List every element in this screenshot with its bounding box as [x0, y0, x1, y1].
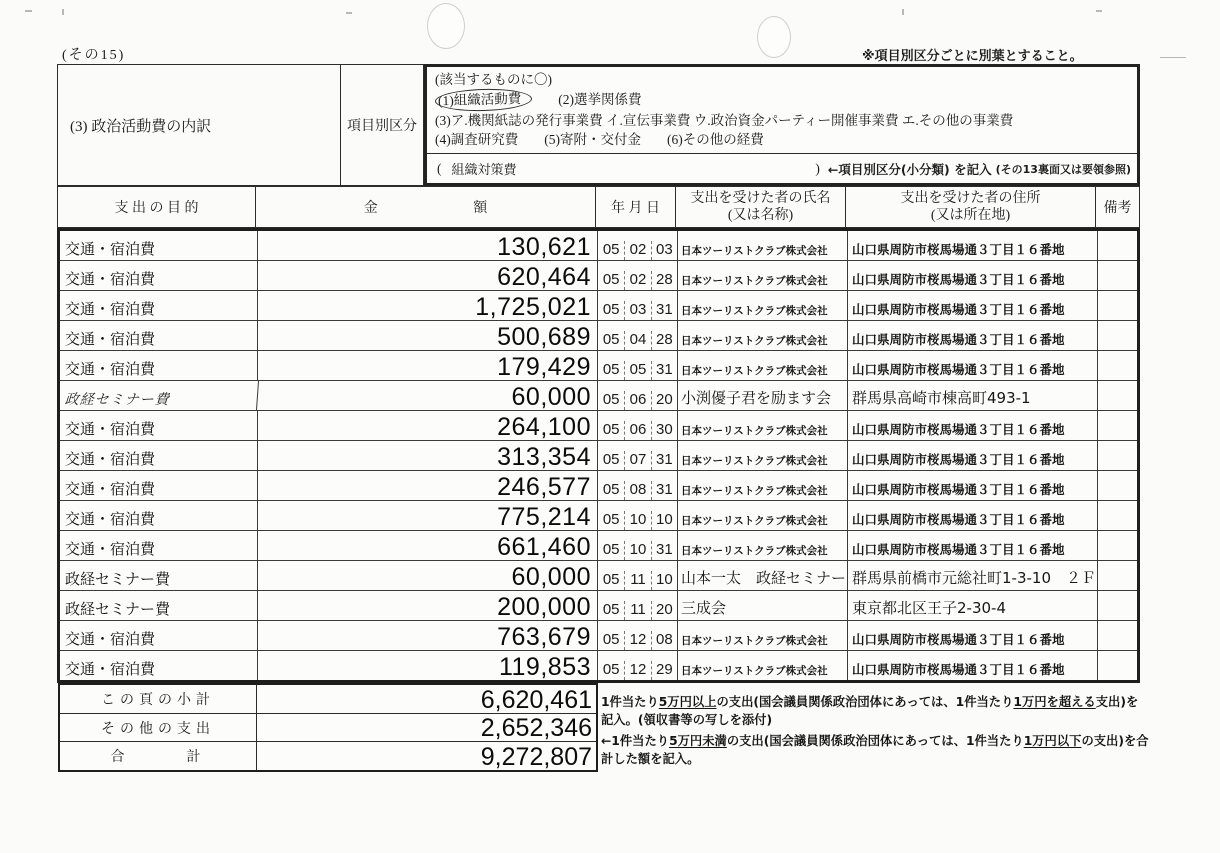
header-amount-right: 額: [473, 201, 488, 216]
date-month: 06: [624, 391, 650, 410]
address-cell: 山口県周防市桜馬場通３丁目１６番地: [848, 501, 1098, 530]
date-year: 05: [602, 631, 620, 648]
address-cell: 山口県周防市桜馬場通３丁目１６番地: [848, 291, 1098, 320]
category-instruction: (該当するものに〇): [435, 72, 552, 87]
payee-cell: 日本ツーリストクラブ株式会社: [678, 501, 848, 530]
category-options: [427, 67, 1137, 153]
expense-row: [60, 441, 1137, 471]
remarks-cell: [1098, 321, 1137, 350]
header-remarks: 備考: [1103, 201, 1132, 216]
date-year: 05: [602, 571, 620, 588]
date-month: 11: [624, 571, 650, 590]
scan-artifact: [902, 9, 904, 15]
date-month: 10: [624, 541, 650, 560]
date-year: 05: [602, 361, 620, 378]
date-month: 04: [624, 331, 650, 350]
header-purpose: 支 出 の 目 的: [58, 187, 256, 227]
header-payee-line2: (又は名称): [727, 208, 794, 223]
date-cell: [598, 291, 678, 320]
expense-row: [60, 411, 1137, 441]
scan-artifact: [1096, 10, 1102, 12]
purpose-cell: 交通・宿泊費: [60, 261, 258, 290]
amount-cell: 763,679: [258, 621, 598, 650]
date-day: 20: [651, 391, 677, 410]
summary-label: この頁の小計: [60, 685, 257, 713]
summary-label: 合 計: [60, 742, 257, 770]
summary-row: [60, 742, 596, 770]
amount-cell: 620,464: [258, 261, 598, 290]
date-cell: [598, 411, 678, 440]
scan-artifact: [1160, 57, 1186, 58]
amount-cell: 60,000: [258, 561, 598, 590]
payee-cell: 日本ツーリストクラブ株式会社: [678, 321, 848, 350]
expense-row: [60, 651, 1137, 680]
expense-row: [60, 561, 1137, 591]
purpose-cell: 政経セミナー費: [59, 381, 259, 410]
header-amount-left: 金: [363, 201, 378, 216]
subcategory-value: 組織対策費: [451, 163, 517, 178]
sheet-number-label: (その15): [62, 48, 126, 63]
remarks-cell: [1098, 351, 1137, 380]
date-day: 20: [651, 601, 677, 620]
category-option-2: (2)選挙関係費: [558, 92, 642, 108]
footnote: [601, 693, 1149, 771]
date-year: 05: [602, 601, 620, 618]
amount-cell: 661,460: [258, 531, 598, 560]
remarks-cell: [1098, 291, 1137, 320]
remarks-cell: [1098, 231, 1137, 260]
payee-cell: 日本ツーリストクラブ株式会社: [678, 291, 848, 320]
date-day: 28: [651, 271, 677, 290]
category-option-4: (4)調査研究費: [435, 132, 519, 148]
top-instruction-note: ※項目別区分ごとに別葉とすること。: [862, 49, 1083, 64]
payee-cell: 日本ツーリストクラブ株式会社: [678, 351, 848, 380]
header-amount: [256, 187, 596, 227]
subcategory-paren-open: (: [437, 160, 442, 176]
address-cell: 山口県周防市桜馬場通３丁目１６番地: [848, 621, 1098, 650]
date-day: 31: [651, 541, 677, 560]
expense-row: [60, 291, 1137, 321]
date-month: 12: [624, 661, 650, 680]
subcategory-note: ←項目別区分(小分類) を記入: [827, 161, 992, 177]
address-cell: 山口県周防市桜馬場通３丁目１６番地: [848, 411, 1098, 440]
date-cell: [598, 621, 678, 650]
expense-row: [60, 591, 1137, 621]
amount-cell: 264,100: [258, 411, 598, 440]
date-month: 07: [624, 451, 650, 470]
header-payee-line1: 支出を受けた者の氏名: [690, 190, 831, 206]
payee-cell: 日本ツーリストクラブ株式会社: [678, 651, 848, 680]
purpose-cell: 交通・宿泊費: [60, 231, 258, 260]
purpose-cell: 政経セミナー費: [60, 591, 258, 620]
date-day: 10: [651, 571, 677, 590]
scan-artifact: [346, 12, 352, 14]
remarks-cell: [1098, 531, 1137, 560]
summary-row: [60, 685, 596, 714]
purpose-cell: 交通・宿泊費: [60, 291, 258, 320]
date-day: 29: [651, 661, 677, 680]
address-cell: 山口県周防市桜馬場通３丁目１６番地: [848, 261, 1098, 290]
address-cell: 山口県周防市桜馬場通３丁目１６番地: [848, 531, 1098, 560]
amount-cell: 179,429: [258, 351, 598, 380]
purpose-cell: 交通・宿泊費: [60, 321, 258, 350]
amount-cell: 200,000: [258, 591, 598, 620]
category-option-1: (1)組織活動費: [437, 91, 522, 109]
category-option-box: [424, 64, 1140, 186]
address-cell: 山口県周防市桜馬場通３丁目１６番地: [848, 231, 1098, 260]
remarks-cell: [1098, 501, 1137, 530]
date-month: 08: [624, 481, 650, 500]
date-cell: [598, 381, 678, 410]
amount-cell: 60,000: [258, 381, 598, 410]
address-cell: 山口県周防市桜馬場通３丁目１６番地: [848, 441, 1098, 470]
date-year: 05: [602, 541, 620, 558]
date-month: 10: [624, 511, 650, 530]
payee-cell: 三成会: [678, 591, 848, 620]
header-payee: [676, 187, 846, 227]
date-cell: [598, 561, 678, 590]
address-cell: 東京都北区王子2-30-4: [848, 591, 1098, 620]
summary-box: [58, 683, 598, 772]
remarks-cell: [1098, 591, 1137, 620]
purpose-cell: 交通・宿泊費: [60, 621, 258, 650]
header-block: [57, 64, 1140, 186]
punch-hole: [427, 3, 465, 49]
amount-cell: 313,354: [258, 441, 598, 470]
payee-cell: 日本ツーリストクラブ株式会社: [678, 531, 848, 560]
subcategory-paren-close: ): [815, 160, 820, 176]
payee-cell: 日本ツーリストクラブ株式会社: [678, 231, 848, 260]
date-year: 05: [602, 331, 620, 348]
date-cell: [598, 651, 678, 680]
date-month: 02: [624, 271, 650, 290]
remarks-cell: [1098, 261, 1137, 290]
address-cell: 群馬県前橋市元総社町1-3-10 ２Ｆ: [848, 561, 1098, 590]
expense-row: [60, 621, 1137, 651]
scan-artifact: [62, 9, 64, 15]
amount-cell: 1,725,021: [258, 291, 598, 320]
expense-row: [60, 471, 1137, 501]
footnote-line2: ←1件当たり5万円未満の支出(国会議員関係政治団体にあっては、1件当たり1万円以下の支出)を合計した額を記入。: [601, 733, 1149, 767]
table-header-row: [57, 186, 1140, 228]
purpose-cell: 交通・宿泊費: [60, 651, 258, 680]
purpose-cell: 政経セミナー費: [60, 561, 258, 590]
purpose-cell: 交通・宿泊費: [60, 351, 258, 380]
amount-cell: 500,689: [258, 321, 598, 350]
remarks-cell: [1098, 651, 1137, 680]
date-day: 10: [651, 511, 677, 530]
address-cell: 山口県周防市桜馬場通３丁目１６番地: [848, 651, 1098, 680]
date-month: 11: [624, 601, 650, 620]
amount-cell: 130,621: [258, 231, 598, 260]
header-address: [846, 187, 1096, 227]
remarks-cell: [1098, 441, 1137, 470]
payee-cell: 小渕優子君を励ます会: [678, 381, 848, 410]
date-cell: [598, 231, 678, 260]
remarks-cell: [1098, 411, 1137, 440]
date-cell: [598, 351, 678, 380]
header-address-line1: 支出を受けた者の住所: [900, 190, 1041, 206]
expense-row: [60, 501, 1137, 531]
purpose-cell: 交通・宿泊費: [60, 501, 258, 530]
summary-amount: 9,272,807: [480, 743, 592, 772]
expense-row: [60, 531, 1137, 561]
purpose-cell: 交通・宿泊費: [60, 411, 258, 440]
category-option-6: (6)その他の経費: [667, 132, 764, 148]
payee-cell: 日本ツーリストクラブ株式会社: [678, 441, 848, 470]
date-cell: [598, 441, 678, 470]
address-cell: 群馬県高崎市棟高町493-1: [848, 381, 1098, 410]
date-year: 05: [602, 421, 620, 438]
category-column-label: 項目別区分: [340, 64, 424, 186]
date-year: 05: [602, 661, 620, 678]
summary-row: [60, 714, 596, 743]
footnote-line1: 1件当たり5万円以上の支出(国会議員関係政治団体にあっては、1件当たり1万円を超える支出)を記入。(領収書等の写しを添付): [601, 695, 1139, 728]
payee-cell: 日本ツーリストクラブ株式会社: [678, 411, 848, 440]
remarks-cell: [1098, 621, 1137, 650]
amount-cell: 119,853: [258, 651, 598, 680]
date-cell: [598, 531, 678, 560]
header-address-line2: (又は所在地): [930, 208, 1011, 223]
expense-row: [60, 381, 1137, 411]
purpose-cell: 交通・宿泊費: [60, 441, 258, 470]
category-option-5: (5)寄附・交付金: [544, 132, 641, 148]
category-option-3: (3)ア.機関紙誌の発行事業費 イ.宣伝事業費 ウ.政治資金パーティー開催事業費 エ.その他の事業費: [435, 113, 1014, 129]
date-day: 28: [651, 331, 677, 350]
date-year: 05: [602, 391, 620, 408]
date-day: 31: [651, 301, 677, 320]
expense-table-body: [57, 228, 1140, 683]
payee-cell: 日本ツーリストクラブ株式会社: [678, 471, 848, 500]
expense-row: [60, 231, 1137, 261]
payee-cell: 山本一太 政経セミナー: [678, 561, 848, 590]
amount-cell: 246,577: [258, 471, 598, 500]
date-cell: [598, 591, 678, 620]
date-cell: [598, 471, 678, 500]
date-day: 08: [651, 631, 677, 650]
date-day: 03: [651, 241, 677, 260]
header-date: 年 月 日: [596, 187, 676, 227]
remarks-cell: [1098, 561, 1137, 590]
summary-label: その他の支出: [60, 714, 257, 742]
date-year: 05: [602, 271, 620, 288]
date-day: 31: [651, 481, 677, 500]
scan-artifact: [25, 10, 32, 12]
subcategory-row: [427, 153, 1137, 183]
summary-amount: 6,620,461: [480, 685, 592, 714]
address-cell: 山口県周防市桜馬場通３丁目１６番地: [848, 321, 1098, 350]
summary-amount: 2,652,346: [480, 714, 592, 743]
date-month: 02: [624, 241, 650, 260]
purpose-cell: 交通・宿泊費: [60, 531, 258, 560]
date-month: 06: [624, 421, 650, 440]
amount-cell: 775,214: [258, 501, 598, 530]
date-year: 05: [602, 301, 620, 318]
payee-cell: 日本ツーリストクラブ株式会社: [678, 261, 848, 290]
purpose-cell: 交通・宿泊費: [60, 471, 258, 500]
date-day: 31: [651, 451, 677, 470]
selected-category-circle: [435, 88, 533, 113]
section-title: (3) 政治活動費の内訳: [57, 64, 340, 186]
date-day: 30: [651, 421, 677, 440]
payee-cell: 日本ツーリストクラブ株式会社: [678, 621, 848, 650]
date-cell: [598, 261, 678, 290]
expense-row: [60, 351, 1137, 381]
address-cell: 山口県周防市桜馬場通３丁目１６番地: [848, 351, 1098, 380]
date-year: 05: [602, 511, 620, 528]
date-cell: [598, 321, 678, 350]
date-year: 05: [602, 241, 620, 258]
punch-hole: [757, 16, 791, 58]
date-month: 03: [624, 301, 650, 320]
date-day: 31: [651, 361, 677, 380]
expense-row: [60, 261, 1137, 291]
date-year: 05: [602, 481, 620, 498]
subcategory-reference: (その13裏面又は要領参照): [995, 162, 1131, 176]
expense-row: [60, 321, 1137, 351]
date-month: 05: [624, 361, 650, 380]
date-cell: [598, 501, 678, 530]
remarks-cell: [1098, 471, 1137, 500]
date-month: 12: [624, 631, 650, 650]
remarks-cell: [1098, 381, 1137, 410]
address-cell: 山口県周防市桜馬場通３丁目１６番地: [848, 471, 1098, 500]
date-year: 05: [602, 451, 620, 468]
